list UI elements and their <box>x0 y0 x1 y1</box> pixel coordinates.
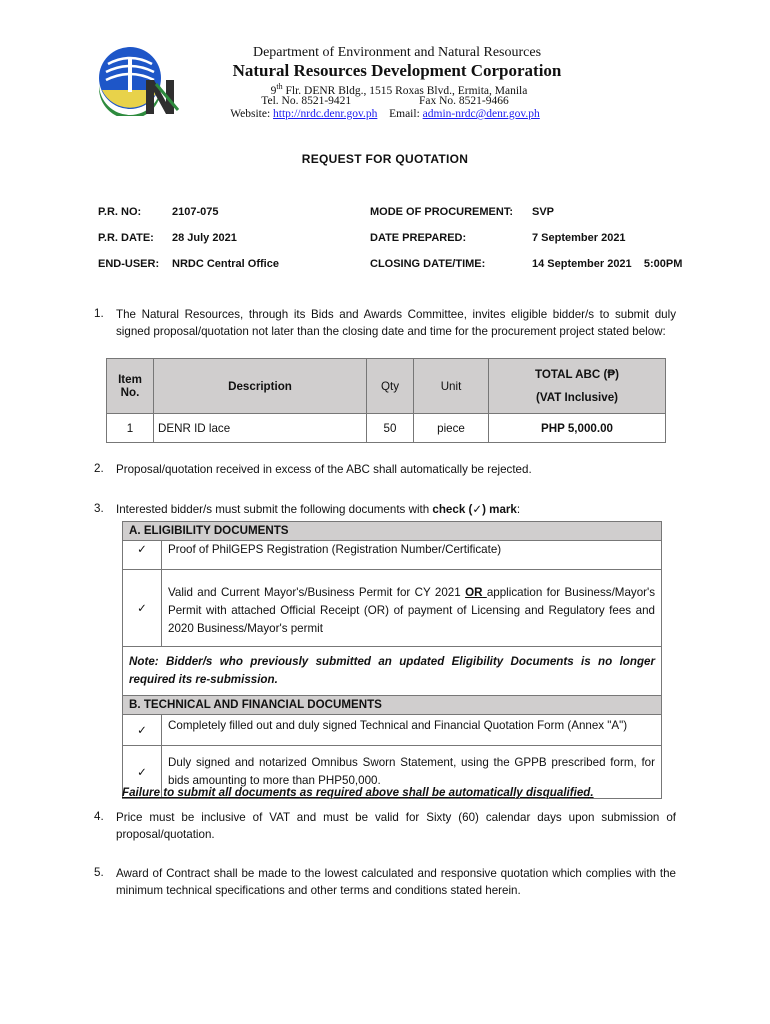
email-link[interactable]: admin-nrdc@denr.gov.ph <box>422 108 540 120</box>
check-icon: ✓ <box>123 746 162 799</box>
paragraph-2: Proposal/quotation received in excess of the ABC shall automatically be rejected. <box>116 463 532 476</box>
item-number: 1. <box>94 307 104 320</box>
documents-table <box>122 521 662 799</box>
doc-quotation-form: Completely filled out and duly signed Technical and Financial Quotation Form (Annex "A") <box>162 715 662 746</box>
eligibility-note: Note: Bidder/s who previously submitted an updated Eligibility Documents is no longer required its re-submission. <box>123 647 662 696</box>
date-prepared-label: DATE PREPARED: <box>370 232 467 244</box>
web-line: Website: http://nrdc.denr.gov.ph Email: admin-nrdc@denr.gov.ph <box>230 108 540 120</box>
list-item <box>123 570 662 647</box>
paragraph-4: Price must be inclusive of VAT and must be valid for Sixty (60) calendar days upon submission of proposal/quotation. <box>116 811 676 841</box>
end-user-value: NRDC Central Office <box>172 258 279 270</box>
doc-mayors-permit: Valid and Current Mayor's/Business Permit for CY 2021 OR application for Business/Mayor's Permit with attached Official Receipt (OR) of payment of Licensing and Regulatory fees and 2020 Business/Mayor's permit <box>162 570 662 647</box>
col-item-header: Item No. <box>107 359 154 414</box>
address: 9th Flr. DENR Bldg., 1515 Roxas Blvd., Ermita, Manila <box>270 82 528 97</box>
closing-label: CLOSING DATE/TIME: <box>370 258 486 270</box>
pr-date-label: P.R. DATE: <box>98 232 154 244</box>
mode-label: MODE OF PROCUREMENT: <box>370 206 513 218</box>
list-item <box>123 541 662 570</box>
closing-value: 14 September 2021 5:00PM <box>532 258 683 270</box>
abc-table <box>106 358 666 443</box>
pr-no-value: 2107-075 <box>172 206 219 218</box>
section-a-heading: A. ELIGIBILITY DOCUMENTS <box>123 522 662 541</box>
paragraph-3: Interested bidder/s must submit the following documents with check (✓) mark: <box>116 503 521 516</box>
failure-warning: Failure to submit all documents as required above shall be automatically disqualified. <box>122 786 594 799</box>
paragraph-1: The Natural Resources, through its Bids and Awards Committee, invites eligible bidder/s to submit duly signed proposal/quotation not later than the closing date and time for the procurement project stated below: <box>116 308 676 338</box>
cell-desc: DENR ID lace <box>154 414 367 443</box>
col-total-header: TOTAL ABC (₱) (VAT Inclusive) <box>489 359 666 414</box>
item-number: 3. <box>94 502 104 515</box>
date-prepared-value: 7 September 2021 <box>532 232 626 244</box>
check-icon: ✓ <box>123 715 162 746</box>
item-number: 2. <box>94 462 104 475</box>
end-user-label: END-USER: <box>98 258 160 270</box>
department-name: Department of Environment and Natural Resources <box>252 45 542 60</box>
website-link[interactable]: http://nrdc.denr.gov.ph <box>273 108 378 120</box>
mode-value: SVP <box>532 206 555 218</box>
paragraph-5: Award of Contract shall be made to the lowest calculated and responsive quotation which complies with the minimum technical specifications and other terms and conditions stated herein. <box>116 867 676 897</box>
cell-unit: piece <box>414 414 489 443</box>
col-unit-header: Unit <box>414 359 489 414</box>
cell-total: PHP 5,000.00 <box>489 414 666 443</box>
cell-qty: 50 <box>367 414 414 443</box>
tel: Tel. No. 8521-9421 <box>261 95 352 107</box>
item-number: 5. <box>94 866 104 879</box>
check-icon: ✓ <box>123 570 162 647</box>
check-icon: ✓ <box>123 541 162 570</box>
pr-date-value: 28 July 2021 <box>172 232 237 244</box>
col-desc-header: Description <box>154 359 367 414</box>
doc-omnibus-statement: Duly signed and notarized Omnibus Sworn Statement, using the GPPB prescribed form, for bids amounting to more than PHP50,000. <box>162 746 662 799</box>
col-qty-header: Qty <box>367 359 414 414</box>
item-number: 4. <box>94 810 104 823</box>
corporation-name: Natural Resources Development Corporation <box>232 61 562 80</box>
section-b-heading: B. TECHNICAL AND FINANCIAL DOCUMENTS <box>123 696 662 715</box>
phone-line <box>0 95 770 107</box>
document-title: REQUEST FOR QUOTATION <box>301 152 469 166</box>
table-row <box>107 414 666 443</box>
cell-item: 1 <box>107 414 154 443</box>
pr-no-label: P.R. NO: <box>98 206 142 218</box>
fax: Fax No. 8521-9466 <box>418 95 509 107</box>
doc-philgeps: Proof of PhilGEPS Registration (Registration Number/Certificate) <box>162 541 662 570</box>
list-item <box>123 715 662 746</box>
